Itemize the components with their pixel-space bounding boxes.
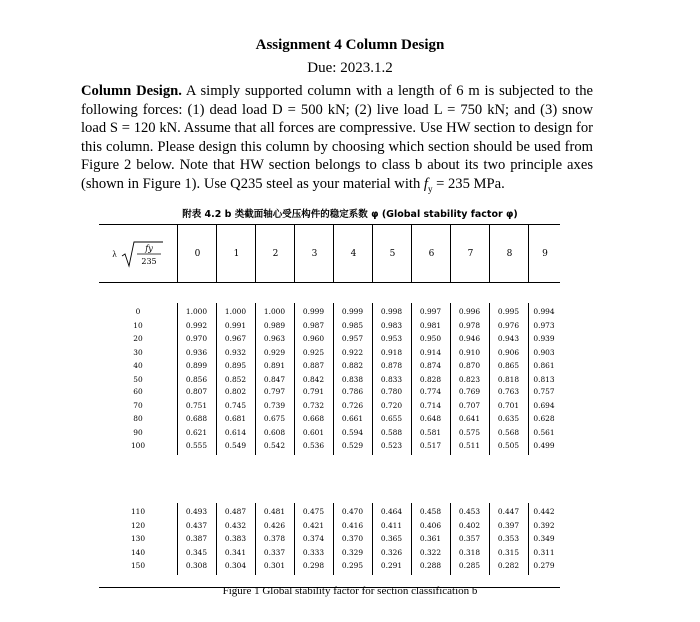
stability-factor-cell: 0.536	[302, 441, 325, 451]
stability-factor-cell: 0.870	[458, 361, 481, 371]
stability-factor-cell: 0.370	[341, 534, 364, 544]
stability-factor-cell: 0.910	[458, 347, 481, 357]
stability-factor-cell: 0.769	[458, 387, 481, 396]
column-header: 3	[294, 225, 334, 282]
stability-factor-cell: 0.903	[533, 347, 555, 357]
lambda-value: 30	[133, 347, 143, 357]
stability-factor-cell: 0.925	[302, 347, 325, 357]
stability-factor-cell: 0.402	[458, 520, 481, 530]
stability-factor-cell: 0.791	[302, 387, 325, 396]
stability-factor-cell: 0.992	[185, 320, 208, 330]
stability-factor-cell: 0.628	[533, 414, 555, 424]
stability-factor-cell: 0.288	[419, 561, 442, 571]
stability-factor-cell: 0.763	[497, 387, 520, 396]
stability-factor-cell: 0.950	[419, 334, 442, 344]
stability-factor-cell: 0.458	[419, 507, 442, 516]
stability-factor-cell: 0.279	[533, 561, 555, 571]
stability-factor-cell: 0.828	[419, 375, 442, 384]
stability-factor-cell: 0.978	[458, 320, 481, 330]
stability-factor-cell: 0.813	[533, 375, 555, 384]
stability-factor-cell: 0.991	[224, 320, 247, 330]
grid-line	[489, 503, 490, 575]
due-date: Due: 2023.1.2	[307, 60, 393, 76]
stability-factor-cell: 0.957	[341, 334, 364, 344]
stability-factor-cell: 0.994	[533, 307, 555, 316]
lambda-value: 10	[133, 320, 143, 330]
stability-factor-cell: 0.432	[224, 520, 247, 530]
grid-line	[333, 303, 334, 389]
stability-factor-cell: 0.847	[263, 375, 286, 384]
stability-factor-cell: 0.298	[302, 561, 325, 571]
stability-factor-cell: 0.960	[302, 334, 325, 344]
grid-line	[255, 303, 256, 389]
stability-factor-cell: 0.341	[224, 547, 247, 557]
stability-factor-cell: 0.688	[185, 414, 208, 424]
stability-factor-cell: 0.549	[224, 441, 247, 451]
grid-line	[255, 503, 256, 575]
column-header: 5	[372, 225, 412, 282]
stability-factor-cell: 0.487	[224, 507, 247, 516]
stability-factor-cell: 0.786	[341, 387, 364, 396]
stability-factor-cell: 0.852	[224, 375, 247, 384]
stability-factor-cell: 0.976	[497, 320, 520, 330]
stability-factor-cell: 0.675	[263, 414, 286, 424]
lambda-symbol: λ	[112, 248, 117, 259]
stability-factor-cell: 0.701	[497, 400, 520, 410]
stability-factor-cell: 0.661	[341, 414, 364, 424]
stability-factor-cell: 1.000	[185, 307, 208, 316]
stability-factor-cell: 0.357	[458, 534, 481, 544]
stability-factor-cell: 0.329	[341, 547, 364, 557]
stability-factor-cell: 0.929	[263, 347, 286, 357]
column-header: 6	[411, 225, 451, 282]
stability-factor-cell: 0.453	[458, 507, 481, 516]
stability-factor-cell: 0.311	[533, 547, 555, 557]
stability-factor-cell: 0.963	[263, 334, 286, 344]
grid-line	[333, 383, 334, 455]
lambda-value: 40	[133, 361, 143, 371]
stability-factor-cell: 0.387	[185, 534, 208, 544]
stability-factor-cell: 0.383	[224, 534, 247, 544]
stability-factor-cell: 0.751	[185, 400, 208, 410]
column-header: 7	[450, 225, 490, 282]
stability-factor-cell: 0.475	[302, 507, 325, 516]
problem-lead: Column Design.	[81, 83, 182, 99]
stability-factor-cell: 0.505	[497, 441, 520, 451]
stability-factor-cell: 0.594	[341, 427, 364, 437]
stability-factor-cell: 0.517	[419, 441, 442, 451]
stability-factor-cell: 0.732	[302, 400, 325, 410]
stability-factor-cell: 0.823	[458, 375, 481, 384]
stability-factor-cell: 0.998	[380, 307, 403, 316]
grid-line	[450, 383, 451, 455]
stability-factor-cell: 0.561	[533, 427, 555, 437]
grid-line	[294, 383, 295, 455]
stability-factor-cell: 0.887	[302, 361, 325, 371]
table-header	[99, 225, 560, 283]
lambda-value: 90	[133, 427, 143, 437]
stability-factor-cell: 0.333	[302, 547, 325, 557]
grid-line	[372, 383, 373, 455]
stability-factor-cell: 0.337	[263, 547, 286, 557]
stability-factor-cell: 0.989	[263, 320, 286, 330]
stability-factor-cell: 0.499	[533, 441, 555, 451]
sqrt-fy-235-icon	[120, 239, 164, 269]
sqrt-denominator: 235	[141, 256, 157, 266]
stability-factor-cell: 0.361	[419, 534, 442, 544]
stability-factor-cell: 0.353	[497, 534, 520, 544]
stability-factor-cell: 0.447	[497, 507, 520, 516]
stability-factor-cell: 0.575	[458, 427, 481, 437]
stability-factor-cell: 0.437	[185, 520, 208, 530]
lambda-value: 120	[130, 520, 146, 530]
stability-factor-cell: 0.999	[341, 307, 364, 316]
stability-factor-cell: 0.943	[497, 334, 520, 344]
stability-factor-cell: 0.946	[458, 334, 481, 344]
grid-line	[216, 383, 217, 455]
grid-line	[450, 503, 451, 575]
stability-factor-cell: 0.842	[302, 375, 325, 384]
grid-line	[489, 303, 490, 389]
stability-factor-cell: 0.967	[224, 334, 247, 344]
stability-factor-cell: 0.349	[533, 534, 555, 544]
grid-line	[177, 303, 178, 389]
stability-factor-cell: 1.000	[263, 307, 286, 316]
sqrt-numerator: fy	[144, 243, 153, 253]
stability-factor-cell: 0.914	[419, 347, 442, 357]
grid-line	[411, 503, 412, 575]
lambda-value: 80	[133, 414, 143, 424]
stability-factor-cell: 0.481	[263, 507, 286, 516]
stability-factor-cell: 0.641	[458, 414, 481, 424]
page-title: Assignment 4 Column Design	[255, 37, 445, 53]
stability-factor-cell: 0.996	[458, 307, 481, 316]
stability-factor-cell: 0.555	[185, 441, 208, 451]
lambda-value: 60	[133, 387, 143, 396]
stability-factor-cell: 0.932	[224, 347, 247, 357]
stability-factor-cell: 0.833	[380, 375, 403, 384]
problem-body: A simply supported column with a length of 6 m is subjected to the following forces: (1) dead load D = 500 kN; (2) live load L = 750 kN; and (3) snow load S = 120 kN. Assume that all forces are compressive. Use HW section to design for this column. Please design this column by choosing which section should be used from Figure 2 below. Note that HW section belongs to class b about its two principle axes (shown in Figure 1). Use Q235 steel as your material with	[81, 83, 593, 192]
fy-subscript: y	[427, 183, 433, 194]
grid-line	[333, 503, 334, 575]
stability-factor-cell: 0.416	[341, 520, 364, 530]
fy-symbol: f	[423, 175, 428, 192]
grid-line	[216, 503, 217, 575]
stability-factor-cell: 0.726	[341, 400, 364, 410]
stability-factor-cell: 0.970	[185, 334, 208, 344]
stability-factor-cell: 0.392	[533, 520, 555, 530]
stability-factor-cell: 0.621	[185, 427, 208, 437]
lambda-value: 110	[130, 507, 146, 516]
stability-factor-cell: 0.635	[497, 414, 520, 424]
stability-factor-cell: 0.655	[380, 414, 403, 424]
stability-factor-cell: 0.936	[185, 347, 208, 357]
stability-factor-cell: 0.882	[341, 361, 364, 371]
stability-factor-cell: 0.739	[263, 400, 286, 410]
stability-factor-cell: 0.681	[224, 414, 247, 424]
problem-statement	[81, 82, 593, 198]
stability-factor-cell: 0.322	[419, 547, 442, 557]
stability-factor-cell: 0.981	[419, 320, 442, 330]
stability-factor-cell: 0.529	[341, 441, 364, 451]
stability-factor-cell: 0.865	[497, 361, 520, 371]
stability-factor-cell: 0.922	[341, 347, 364, 357]
stability-factor-cell: 0.304	[224, 561, 247, 571]
stability-factor-cell: 0.668	[302, 414, 325, 424]
stability-factor-cell: 0.807	[185, 387, 208, 396]
stability-factor-cell: 0.648	[419, 414, 442, 424]
grid-line	[255, 383, 256, 455]
stability-factor-cell: 0.953	[380, 334, 403, 344]
grid-line	[177, 503, 178, 575]
stability-factor-cell: 0.374	[302, 534, 325, 544]
grid-line	[528, 383, 529, 455]
lambda-value: 150	[130, 561, 146, 571]
stability-factor-cell: 0.442	[533, 507, 555, 516]
grid-line	[528, 303, 529, 389]
stability-factor-cell: 0.581	[419, 427, 442, 437]
stability-factor-cell: 0.878	[380, 361, 403, 371]
grid-line	[177, 383, 178, 455]
table-caption: 附表 4.2 b 类截面轴心受压构件的稳定系数 φ (Global stability factor φ)	[182, 209, 518, 220]
stability-factor-cell: 0.745	[224, 400, 247, 410]
stability-factor-cell: 0.802	[224, 387, 247, 396]
lambda-header	[99, 225, 177, 282]
stability-factor-cell: 0.397	[497, 520, 520, 530]
stability-factor-cell: 0.987	[302, 320, 325, 330]
lambda-value: 0	[135, 307, 141, 316]
stability-factor-cell: 0.308	[185, 561, 208, 571]
stability-factor-cell: 0.997	[419, 307, 442, 316]
stability-factor-cell: 0.895	[224, 361, 247, 371]
stability-factor-cell: 0.295	[341, 561, 364, 571]
stability-factor-cell: 0.780	[380, 387, 403, 396]
column-header: 9	[528, 225, 561, 282]
stability-factor-cell: 0.999	[302, 307, 325, 316]
stability-factor-cell: 0.345	[185, 547, 208, 557]
stability-factor-cell: 0.523	[380, 441, 403, 451]
stability-factor-cell: 0.918	[380, 347, 403, 357]
stability-factor-cell: 0.856	[185, 375, 208, 384]
stability-factor-cell: 1.000	[224, 307, 247, 316]
grid-line	[216, 303, 217, 389]
stability-factor-cell: 0.318	[458, 547, 481, 557]
stability-factor-table	[99, 224, 560, 588]
stability-factor-cell: 0.694	[533, 400, 555, 410]
stability-factor-cell: 0.601	[302, 427, 325, 437]
grid-line	[411, 303, 412, 389]
column-header: 2	[255, 225, 295, 282]
lambda-value: 50	[133, 375, 143, 384]
stability-factor-cell: 0.614	[224, 427, 247, 437]
stability-factor-cell: 0.906	[497, 347, 520, 357]
stability-factor-cell: 0.326	[380, 547, 403, 557]
stability-factor-cell: 0.714	[419, 400, 442, 410]
lambda-value: 140	[130, 547, 146, 557]
grid-line	[411, 383, 412, 455]
stability-factor-cell: 0.757	[533, 387, 555, 396]
stability-factor-cell: 0.838	[341, 375, 364, 384]
stability-factor-cell: 0.973	[533, 320, 555, 330]
grid-line	[450, 303, 451, 389]
stability-factor-cell: 0.542	[263, 441, 286, 451]
grid-line	[294, 503, 295, 575]
stability-factor-cell: 0.493	[185, 507, 208, 516]
stability-factor-cell: 0.861	[533, 361, 555, 371]
stability-factor-cell: 0.406	[419, 520, 442, 530]
stability-factor-cell: 0.891	[263, 361, 286, 371]
stability-factor-cell: 0.285	[458, 561, 481, 571]
column-header: 8	[489, 225, 529, 282]
stability-factor-cell: 0.365	[380, 534, 403, 544]
stability-factor-cell: 0.588	[380, 427, 403, 437]
stability-factor-cell: 0.818	[497, 375, 520, 384]
stability-factor-cell: 0.939	[533, 334, 555, 344]
stability-factor-cell: 0.707	[458, 400, 481, 410]
lambda-value: 20	[133, 334, 143, 344]
column-header: 0	[177, 225, 217, 282]
stability-factor-cell: 0.426	[263, 520, 286, 530]
stability-factor-cell: 0.315	[497, 547, 520, 557]
stability-factor-cell: 0.282	[497, 561, 520, 571]
stability-factor-cell: 0.608	[263, 427, 286, 437]
stability-factor-cell: 0.720	[380, 400, 403, 410]
stability-factor-cell: 0.985	[341, 320, 364, 330]
grid-line	[372, 503, 373, 575]
lambda-value: 130	[130, 534, 146, 544]
grid-line	[294, 303, 295, 389]
stability-factor-cell: 0.378	[263, 534, 286, 544]
grid-line	[528, 503, 529, 575]
stability-factor-cell: 0.774	[419, 387, 442, 396]
stability-factor-cell: 0.874	[419, 361, 442, 371]
stability-factor-cell: 0.511	[458, 441, 481, 451]
grid-line	[489, 383, 490, 455]
stability-factor-cell: 0.291	[380, 561, 403, 571]
column-header: 1	[216, 225, 256, 282]
stability-factor-cell: 0.983	[380, 320, 403, 330]
lambda-value: 70	[133, 400, 143, 410]
stability-factor-cell: 0.995	[497, 307, 520, 316]
stability-factor-cell: 0.464	[380, 507, 403, 516]
lambda-value: 100	[130, 441, 146, 451]
figure-caption: Figure 1 Global stability factor for section classification b	[222, 585, 478, 597]
stability-factor-cell: 0.411	[380, 520, 403, 530]
stability-factor-cell: 0.301	[263, 561, 286, 571]
stability-factor-cell: 0.797	[263, 387, 286, 396]
stability-factor-cell: 0.899	[185, 361, 208, 371]
stability-factor-cell: 0.470	[341, 507, 364, 516]
grid-line	[372, 303, 373, 389]
column-header: 4	[333, 225, 373, 282]
stability-factor-cell: 0.568	[497, 427, 520, 437]
fy-value: = 235 MPa.	[432, 175, 505, 192]
stability-factor-cell: 0.421	[302, 520, 325, 530]
